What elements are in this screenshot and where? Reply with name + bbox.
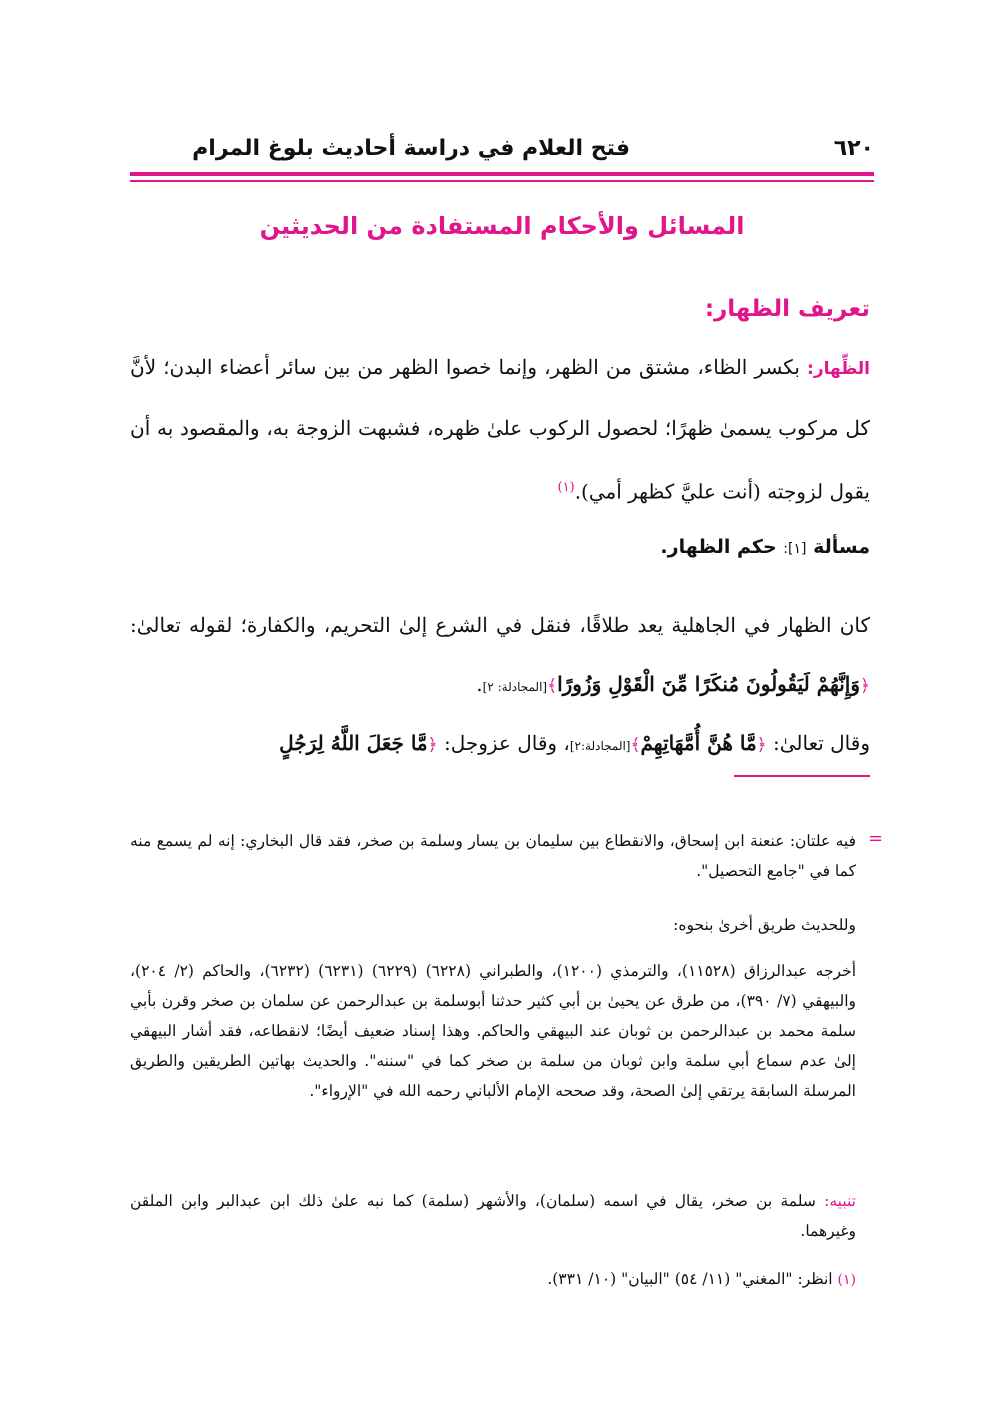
quran-close-bracket: ﴾ xyxy=(547,676,558,696)
definition-text: بكسر الظاء، مشتق من الظهر، وإنما خصوا الظهر من بين سائر أعضاء البدن؛ لأنَّ كل مركوب يسمىٰ ظهرًا؛ لحصول الركوب علىٰ ظهره، فشبهت الزوجة به، والمقصود به أن يقول لزوجته (أنت عليَّ كظهر أمي). xyxy=(130,355,870,504)
footnote-separator xyxy=(734,775,870,777)
quran-verse: مَّا هُنَّ أُمَّهَاتِهِمْ xyxy=(640,731,757,755)
issue-title: حكم الظهار. xyxy=(660,536,777,558)
definition-heading: تعريف الظهار: xyxy=(704,296,870,322)
ruling-paragraph-2 xyxy=(130,714,870,776)
ruling-text: كان الظهار في الجاهلية يعد طلاقًا، فنقل في الشرع إلىٰ التحريم، والكفارة؛ لقوله تعالىٰ: xyxy=(130,613,870,637)
header-rule-thin xyxy=(130,180,874,182)
verse-reference: [المجادلة: ٢] xyxy=(482,680,548,694)
footnote-continuation-marker: = xyxy=(868,828,884,849)
page-number: ٦٢٠ xyxy=(833,136,874,161)
quran-verse: وَإِنَّهُمْ لَيَقُولُونَ مُنكَرًا مِّنَ الْقَوْلِ وَزُورًا xyxy=(557,672,861,696)
footnote-marker[interactable]: (١) xyxy=(557,480,575,495)
quran-open-bracket: ﴿ xyxy=(756,735,767,755)
definition-paragraph xyxy=(130,338,870,522)
ruling2-intro: وقال تعالىٰ: xyxy=(766,731,870,755)
quran-open-bracket: ﴿ xyxy=(427,735,438,755)
note-label: تنبيه: xyxy=(824,1192,856,1210)
footnote-1-text: انظر: "المغني" (١١/ ٥٤) "البيان" (١٠/ ٣٣١). xyxy=(547,1270,838,1288)
verse-reference: [المجادلة:٢] xyxy=(569,739,631,753)
footnote-1 xyxy=(130,1264,856,1295)
ruling-paragraph xyxy=(130,596,870,717)
running-header-title: فتح العلام في دراسة أحاديث بلوغ المرام xyxy=(192,136,630,161)
issue-number: [١]: xyxy=(783,541,807,557)
section-title: المسائل والأحكام المستفادة من الحديثين xyxy=(259,212,745,240)
issue-heading xyxy=(660,536,870,558)
quran-verse: مَّا جَعَلَ اللَّهُ لِرَجُلٍ xyxy=(279,731,428,755)
ruling2-mid: ، وقال عزوجل: xyxy=(437,731,570,755)
footnote-number: (١) xyxy=(837,1272,856,1288)
footnote-paragraph: أخرجه عبدالرزاق (١١٥٢٨)، والترمذي (١٢٠٠)، والطبراني (٦٢٢٨) (٦٢٢٩) (٦٢٣١) (٦٢٣٢)، والحاكم (٢/ ٢٠٤)، والبيهقي (٧/ ٣٩٠)، من طرق عن يحيىٰ بن أبي كثير حدثنا أبوسلمة بن عبدالرحمن عن سلمان بن صخر وقرن بأبي سلمة محمد بن عبدالرحمن بن ثوبان عند البيهقي والحاكم. وهذا إسناد ضعيف أيضًا؛ لانقطاعه، فقد أشار البيهقي إلىٰ عدم سماع أبي سلمة وابن ثوبان من سلمة بن صخر كما في "سننه". والحديث بهاتين الطريقين والطريق المرسلة السابقة يرتقي إلىٰ الصحة، وقد صححه الإمام الألباني رحمه الله في "الإرواء". xyxy=(130,962,857,1100)
footnote-paragraph: وللحديث طريق أخرىٰ بنحوه: xyxy=(673,916,856,934)
footnote-paragraph: فيه علتان: عنعنة ابن إسحاق، والانقطاع بين سليمان بن يسار وسلمة بن صخر، فقد قال البخاري: إنه لم يسمع منه كما في "جامع التحصيل". xyxy=(130,832,856,880)
issue-label: مسألة xyxy=(813,536,870,558)
footnote-note xyxy=(130,1186,856,1246)
definition-term: الظِّهار: xyxy=(807,359,870,379)
quran-open-bracket: ﴿ xyxy=(860,676,870,696)
quran-close-bracket: ﴾ xyxy=(630,735,641,755)
ruling-end: . xyxy=(476,672,483,696)
header-rule-thick xyxy=(130,172,874,176)
note-text: سلمة بن صخر، يقال في اسمه (سلمان)، والأشهر (سلمة) كما نبه علىٰ ذلك ابن عبدالبر وابن الملقن وغيرهما. xyxy=(130,1192,856,1240)
